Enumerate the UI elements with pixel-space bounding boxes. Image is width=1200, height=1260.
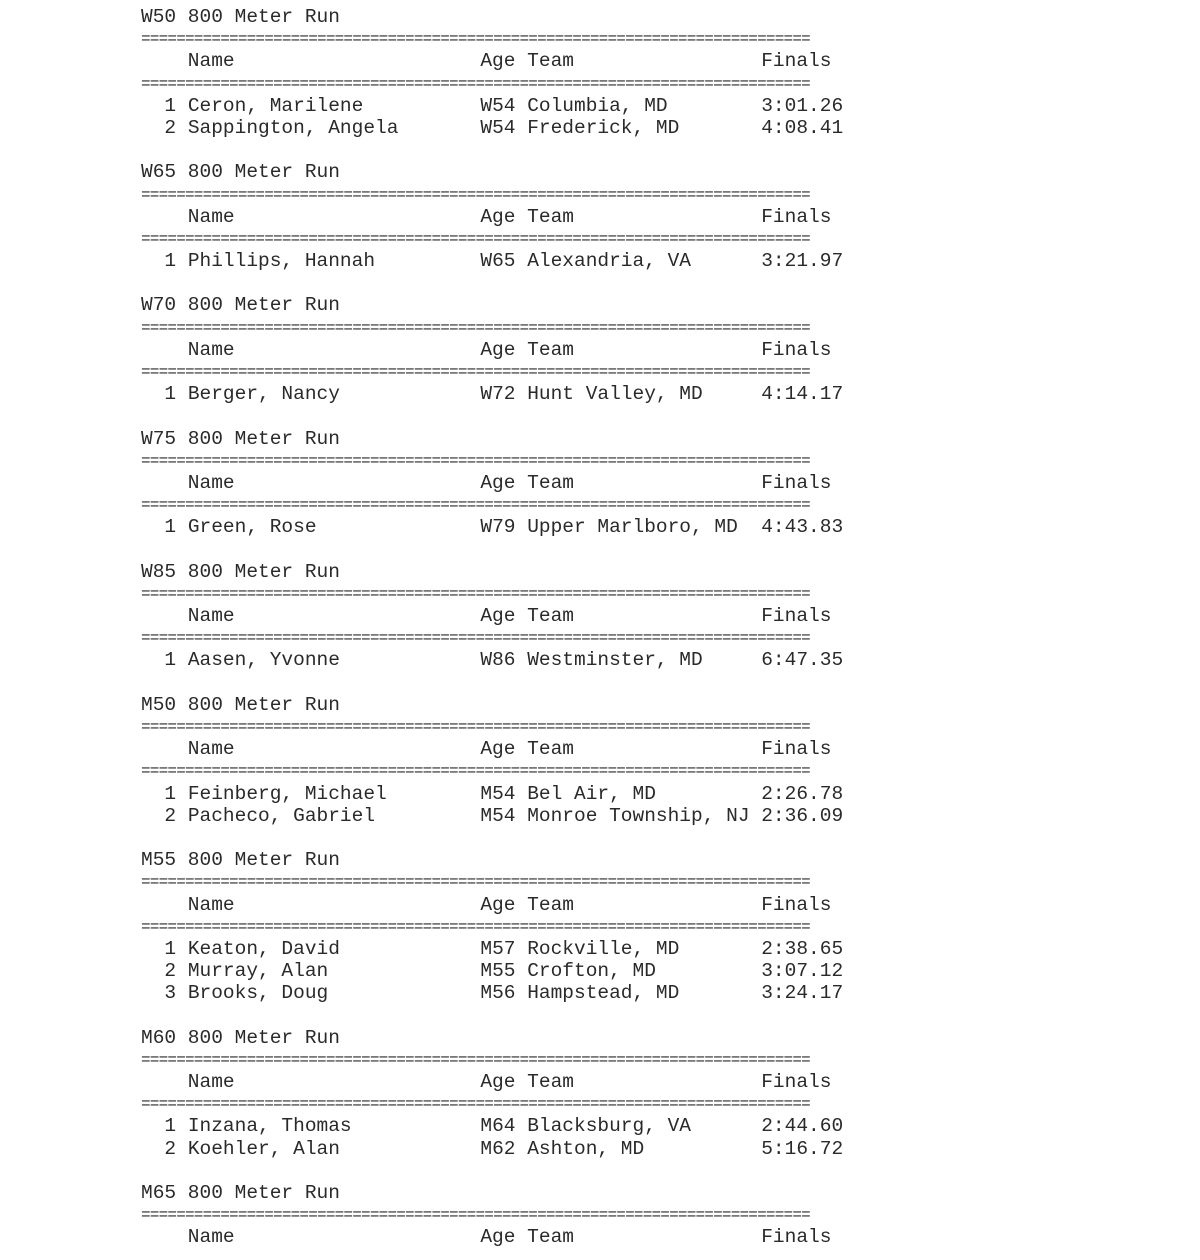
- finals-time: 5:16.72: [761, 1137, 844, 1160]
- finals-time: 2:26.78: [761, 782, 844, 805]
- athlete-team: Hunt Valley, MD: [527, 383, 762, 406]
- separator-rule: ============================================================================: [141, 629, 810, 648]
- finals-time: 3:01.26: [761, 94, 844, 117]
- event-section: [141, 294, 901, 427]
- spacer: [141, 539, 901, 561]
- athlete-name: Ceron, Marilene: [187, 94, 481, 117]
- athlete-name: Green, Rose: [187, 516, 481, 539]
- place: 2: [141, 1137, 188, 1160]
- place: 1: [141, 250, 188, 273]
- column-header-row: [141, 472, 901, 494]
- spacer: [141, 139, 901, 161]
- header-finals: Finals: [761, 205, 832, 228]
- event-title: M50 800 Meter Run: [141, 693, 340, 716]
- place: 1: [141, 782, 188, 805]
- header-finals: Finals: [761, 893, 832, 916]
- header-finals: Finals: [761, 50, 832, 73]
- header-name: Name: [141, 1226, 481, 1249]
- athlete-age: W72: [480, 383, 528, 406]
- athlete-age: W65: [480, 250, 528, 273]
- header-age-team: Age Team: [480, 50, 762, 73]
- athlete-team: Alexandria, VA: [527, 250, 762, 273]
- athlete-name: Inzana, Thomas: [187, 1115, 481, 1138]
- spacer: [141, 1004, 901, 1026]
- event-title: M65 800 Meter Run: [141, 1181, 340, 1204]
- header-name: Name: [141, 1071, 481, 1093]
- header-age-team: Age Team: [480, 338, 762, 361]
- spacer: [141, 272, 901, 294]
- event-section: [141, 161, 901, 294]
- column-header-row: [141, 1226, 901, 1248]
- place: 1: [141, 1115, 188, 1138]
- header-name: Name: [141, 605, 481, 628]
- header-name: Name: [141, 50, 481, 73]
- athlete-team: Westminster, MD: [527, 649, 762, 672]
- athlete-team: Bel Air, MD: [527, 782, 762, 805]
- athlete-team: Upper Marlboro, MD: [527, 516, 762, 539]
- athlete-age: M62: [480, 1137, 528, 1160]
- header-age-team: Age Team: [480, 893, 762, 916]
- separator-rule: ============================================================================: [141, 762, 810, 781]
- separator-rule: ============================================================================: [141, 1206, 810, 1225]
- result-row: [141, 649, 901, 671]
- event-title: M55 800 Meter Run: [141, 849, 340, 872]
- separator-rule: ============================================================================: [141, 1050, 810, 1069]
- event-section: [141, 428, 901, 561]
- column-header-row: [141, 894, 901, 916]
- athlete-age: M54: [480, 782, 528, 805]
- result-row: [141, 383, 901, 405]
- athlete-name: Keaton, David: [187, 937, 481, 960]
- column-header-row: [141, 206, 901, 228]
- column-header-row: [141, 605, 901, 627]
- header-age-team: Age Team: [480, 205, 762, 228]
- event-title: M60 800 Meter Run: [141, 1026, 340, 1049]
- header-name: Name: [141, 205, 481, 228]
- athlete-age: W86: [480, 649, 528, 672]
- athlete-name: Phillips, Hannah: [187, 250, 481, 273]
- place: 2: [141, 116, 188, 139]
- place: 1: [141, 516, 188, 539]
- spacer: [141, 1160, 901, 1182]
- event-title: W65 800 Meter Run: [141, 161, 340, 184]
- finals-time: 4:43.83: [761, 516, 844, 539]
- finals-time: 3:21.97: [761, 250, 844, 273]
- athlete-age: W79: [480, 516, 528, 539]
- result-row: [141, 1115, 901, 1137]
- spacer: [141, 672, 901, 694]
- place: 1: [141, 649, 188, 672]
- result-row: [141, 783, 901, 805]
- header-name: Name: [141, 893, 481, 916]
- athlete-age: M56: [480, 982, 528, 1005]
- header-age-team: Age Team: [480, 738, 762, 761]
- header-finals: Finals: [761, 605, 832, 628]
- separator-rule: ============================================================================: [141, 1095, 810, 1114]
- separator-rule: ============================================================================: [141, 718, 810, 736]
- athlete-name: Koehler, Alan: [187, 1137, 481, 1160]
- athlete-name: Feinberg, Michael: [187, 782, 481, 805]
- result-row: [141, 982, 901, 1004]
- athlete-name: Murray, Alan: [187, 960, 481, 983]
- result-row: [141, 938, 901, 960]
- athlete-team: Crofton, MD: [527, 960, 762, 983]
- separator-rule: ============================================================================: [141, 318, 810, 337]
- athlete-team: Ashton, MD: [527, 1137, 762, 1160]
- athlete-name: Aasen, Yvonne: [187, 649, 481, 672]
- header-age-team: Age Team: [480, 605, 762, 628]
- column-header-row: [141, 50, 901, 72]
- finals-time: 3:24.17: [761, 982, 844, 1005]
- athlete-name: Brooks, Doug: [187, 982, 481, 1005]
- event-section: [141, 6, 901, 161]
- result-row: [141, 250, 901, 272]
- spacer: [141, 405, 901, 427]
- finals-time: 2:38.65: [761, 937, 844, 960]
- separator-rule: ============================================================================: [141, 451, 810, 470]
- column-header-row: [141, 339, 901, 361]
- separator-rule: ============================================================================: [141, 74, 810, 93]
- athlete-name: Berger, Nancy: [187, 383, 481, 406]
- separator-rule: ============================================================================: [141, 584, 810, 603]
- athlete-age: M54: [480, 804, 528, 827]
- event-section: [141, 1027, 901, 1182]
- event-section: [141, 694, 901, 849]
- event-section: [141, 849, 901, 1027]
- athlete-team: Columbia, MD: [527, 94, 762, 117]
- athlete-team: Rockville, MD: [527, 937, 762, 960]
- athlete-age: M55: [480, 960, 528, 983]
- separator-rule: ============================================================================: [141, 873, 810, 892]
- event-title: W70 800 Meter Run: [141, 294, 340, 317]
- column-header-row: [141, 738, 901, 760]
- athlete-team: Frederick, MD: [527, 116, 762, 139]
- athlete-age: W54: [480, 116, 528, 139]
- header-age-team: Age Team: [480, 471, 762, 494]
- result-row: [141, 805, 901, 827]
- header-age-team: Age Team: [480, 1226, 762, 1249]
- place: 2: [141, 960, 188, 983]
- place: 2: [141, 804, 188, 827]
- athlete-name: Pacheco, Gabriel: [187, 804, 481, 827]
- athlete-age: M64: [480, 1115, 528, 1138]
- athlete-age: M57: [480, 937, 528, 960]
- header-age-team: Age Team: [480, 1071, 762, 1093]
- header-name: Name: [141, 338, 481, 361]
- event-title: W75 800 Meter Run: [141, 427, 340, 450]
- results-document: [141, 6, 901, 1249]
- finals-time: 2:36.09: [761, 804, 844, 827]
- result-row: [141, 117, 901, 139]
- finals-time: 4:14.17: [761, 383, 844, 406]
- spacer: [141, 827, 901, 849]
- header-finals: Finals: [761, 1226, 832, 1249]
- separator-rule: ============================================================================: [141, 496, 810, 515]
- header-finals: Finals: [761, 738, 832, 761]
- event-title: W85 800 Meter Run: [141, 560, 340, 583]
- result-row: [141, 1138, 901, 1160]
- result-row: [141, 960, 901, 982]
- finals-time: 2:44.60: [761, 1115, 844, 1138]
- event-section: [141, 561, 901, 694]
- athlete-team: Blacksburg, VA: [527, 1115, 762, 1138]
- athlete-team: Monroe Township, NJ: [527, 804, 762, 827]
- separator-rule: ============================================================================: [141, 30, 810, 49]
- header-name: Name: [141, 471, 481, 494]
- athlete-name: Sappington, Angela: [187, 116, 481, 139]
- header-name: Name: [141, 738, 481, 761]
- place: 1: [141, 937, 188, 960]
- column-header-row: [141, 1071, 901, 1093]
- separator-rule: ============================================================================: [141, 363, 810, 381]
- result-row: [141, 516, 901, 538]
- separator-rule: ============================================================================: [141, 185, 810, 204]
- header-finals: Finals: [761, 471, 832, 494]
- separator-rule: ============================================================================: [141, 917, 810, 936]
- finals-time: 3:07.12: [761, 960, 844, 983]
- event-title: W50 800 Meter Run: [141, 6, 340, 28]
- event-section: [141, 1182, 901, 1249]
- header-finals: Finals: [761, 338, 832, 361]
- place: 1: [141, 94, 188, 117]
- finals-time: 6:47.35: [761, 649, 844, 672]
- place: 1: [141, 383, 188, 406]
- place: 3: [141, 982, 188, 1005]
- header-finals: Finals: [761, 1071, 832, 1093]
- result-row: [141, 95, 901, 117]
- athlete-age: W54: [480, 94, 528, 117]
- separator-rule: ============================================================================: [141, 229, 810, 248]
- athlete-team: Hampstead, MD: [527, 982, 762, 1005]
- finals-time: 4:08.41: [761, 116, 844, 139]
